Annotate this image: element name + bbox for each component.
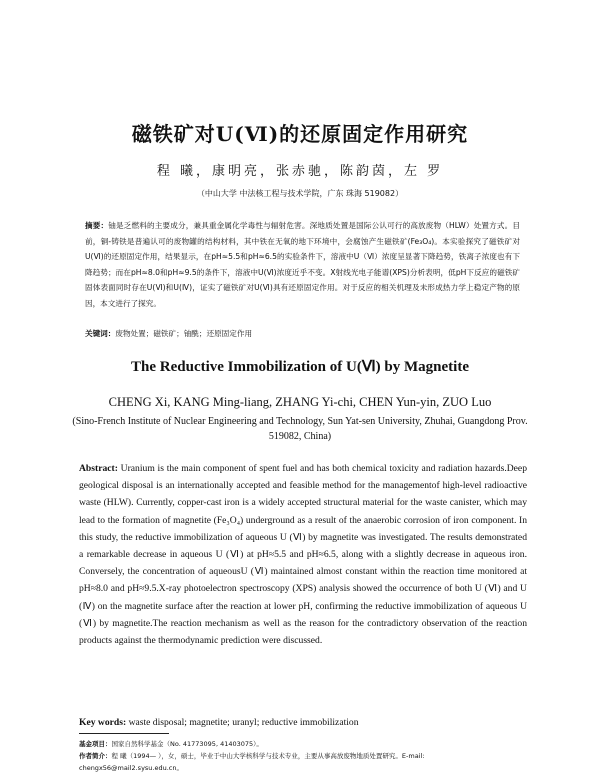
keywords-english [79, 717, 527, 728]
title-english: The Reductive Immobilization of U(Ⅵ) by Magnetite [131, 359, 469, 375]
keywords-label-chinese: 关键词： [85, 329, 116, 338]
abstract-text-english: Uranium is the main component of spent fuel and has both chemical toxicity and radiation hazards.Deep geological disposal is an internationally accepted and feasible method for the managementof high-level radioactive waste (HLW). Currently, copper-cast iron is a widely accepted structural material for the waste canister, which may lead to the formation of magnetite (Fe₃O₄) underground as a result of the anaerobic corrosion of iron component. In this study, the reductive immobilization of aqueous U (Ⅵ) by magnetite was investigated. The results demonstrated a remarkable decrease in aqueous U (Ⅵ) at pH≈5.5 and pH≈6.5, along with a slightly decrease in aqueous iron. Conversely, the concentration of aqueousU (Ⅵ) maintained almost constant within the reaction time monitored at pH≈8.0 and pH≈9.5.X-ray photoelectron spectroscopy (XPS) analysis showed the occurrence of both U (Ⅵ) and U (Ⅳ) on the magnetite surface after the reaction at lower pH, confirming the reductive immobilization of aqueous U (Ⅵ) by magnetite.The reaction mechanism as well as the reason for the contradictory observation of the reaction products against the thermodynamic prediction were discussed. [79, 463, 527, 647]
affiliation-english: (Sino-French Institute of Nuclear Engineering and Technology, Sun Yat-sen University, Zhuhai, Guangdong Prov. 519082, China) [72, 416, 528, 442]
footnote-fund [79, 738, 527, 750]
authors-chinese: 程 曦，康明亮，张赤驰，陈韵茵，左 罗 [156, 164, 444, 179]
authors-english: CHENG Xi, KANG Ming-liang, ZHANG Yi-chi, CHEN Yun-yin, ZUO Luo [108, 395, 492, 409]
abstract-text-chinese: 铀是乏燃料的主要成分，兼具重金属化学毒性与辐射危害。深地质处置是国际公认可行的高放废物（HLW）处置方式。目前，铜-铸铁是普遍认可的废物罐的结构材料，其中铁在无氧的地下环境中，会腐蚀产生磁铁矿(Fe₃O₄)。本实验探究了磁铁矿对U(Ⅵ)的还原固定作用，结果显示，在pH≈5.5和pH≈6.5的实验条件下，溶液中U（Ⅵ）浓度呈显著下降趋势，铁离子浓度也有下降趋势；而在pH≈8.0和pH≈9.5的条件下，溶液中U(Ⅵ)浓度近乎不变。X射线光电子能谱(XPS)分析表明，低pH下反应的磁铁矿固体表面同时存在U(Ⅵ)和U(Ⅳ)，证实了磁铁矿对U(Ⅵ)具有还原固定作用。对于反应的相关机理及未形成热力学上稳定产物的原因，本文进行了探究。 [85, 221, 521, 308]
footnote-divider [79, 733, 169, 734]
abstract-chinese [85, 218, 520, 312]
fund-label: 基金项目： [79, 740, 112, 748]
author-bio-text: 程 曦（1994— ），女，硕士，毕业于中山大学核科学与技术专业，主要从事高放废物地质处置研究。E-mail: chengx56@mail2.sysu.edu.cn。 [79, 752, 425, 772]
abstract-label-english: Abstract: [79, 463, 118, 474]
footnote [79, 738, 527, 774]
author-bio-label: 作者简介： [79, 752, 112, 760]
keywords-chinese [85, 326, 520, 341]
keywords-text-chinese: 废物处置；磁铁矿；铀酰；还原固定作用 [115, 329, 253, 338]
keywords-label-english: Key words: [79, 717, 127, 728]
footnote-author [79, 750, 527, 774]
fund-text: 国家自然科学基金（No. 41773095, 41403075）。 [111, 740, 263, 748]
title-chinese: 磁铁矿对U(Ⅵ)的还原固定作用研究 [131, 122, 469, 146]
abstract-english [79, 460, 527, 649]
affiliation-chinese: （中山大学 中法核工程与技术学院，广东 珠海 519082） [196, 189, 404, 198]
abstract-label-chinese: 摘要： [85, 221, 109, 230]
keywords-text-english: waste disposal; magnetite; uranyl; reductive immobilization [126, 717, 359, 728]
